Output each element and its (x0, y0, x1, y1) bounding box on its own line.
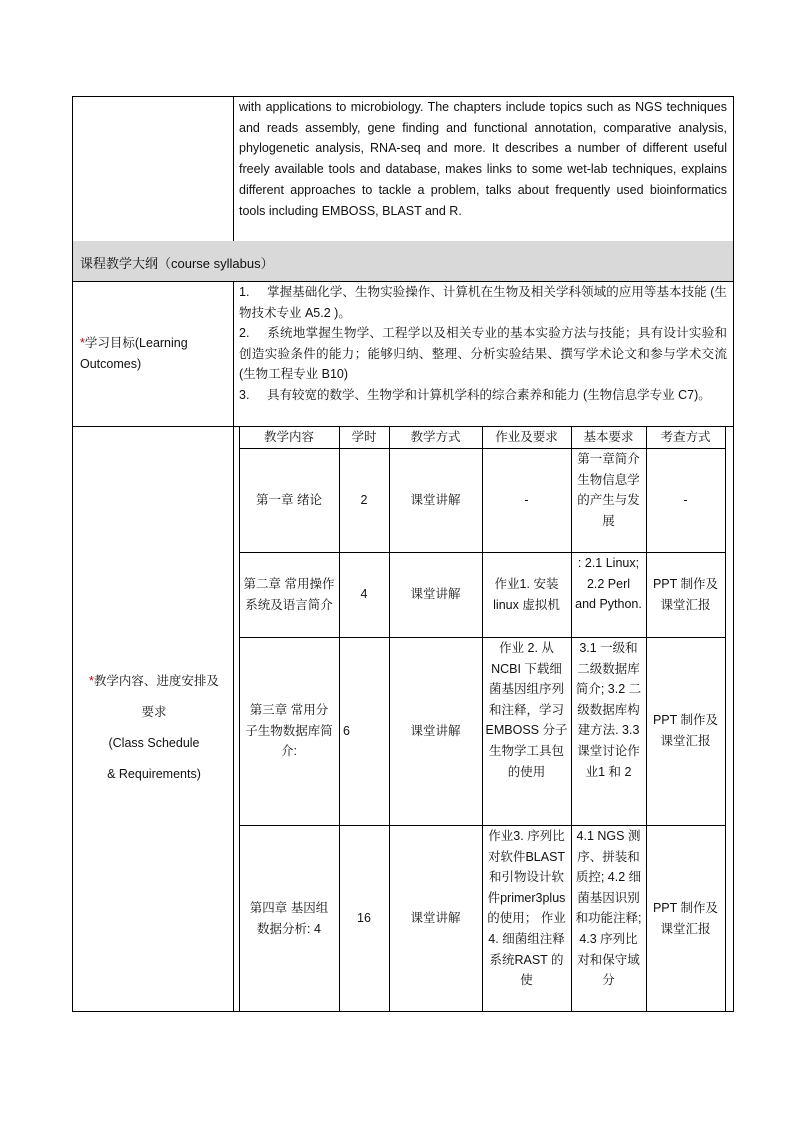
schedule-grid-line (725, 426, 726, 1012)
schedule-row-assignment: - (524, 492, 529, 507)
schedule-header-method: 教学方式 (410, 429, 461, 444)
schedule-row-content: 第四章 基因组数据分析: 4 (249, 900, 329, 936)
schedule-header-content: 教学内容 (263, 429, 314, 444)
schedule-row-assessment: - (683, 492, 688, 507)
schedule-header-assessment: 考查方式 (660, 429, 711, 444)
schedule-row-hours: 2 (360, 492, 368, 507)
learning-outcomes-label (80, 333, 225, 375)
required-marker: * (80, 336, 85, 350)
schedule-row-assignment: 作业3. 序列比对软件BLAST 和引物设计软件primer3plus的使用； 作业4. 细菌组注释系统RAST 的使 (487, 829, 566, 988)
schedule-row-method: 课堂讲解 (410, 911, 461, 926)
schedule-row-basic-requirements: 3.1 一级和二级数据库简介; 3.2 二级数据库构建方法. 3.3 课堂讨论作业1 和 2 (575, 641, 642, 779)
schedule-row-hours: 6 (343, 723, 350, 738)
schedule-row-hours: 16 (357, 911, 371, 926)
schedule-header-basic-requirements: 基本要求 (583, 429, 634, 444)
table-column-divider (233, 96, 234, 241)
schedule-grid-line (571, 426, 572, 1012)
schedule-header-hours: 学时 (351, 429, 377, 444)
course-description-continuation: with applications to microbiology. The chapters include topics such as NGS techniques and reads assembly, gene finding and functional annotation, comparative analysis, phylogenetic analysis, RNA-seq and more. It describes a number of different useful freely available tools and database, makes links to some wet-lab techniques, explains different approaches to tackle a problem, talks about frequently used bioinformatics tools including EMBOSS, BLAST and R. (239, 100, 727, 218)
schedule-row-basic-requirements: : 2.1 Linux; 2.2 Perl and Python. (575, 556, 642, 612)
schedule-row-content: 第二章 常用操作系统及语言简介 (243, 576, 335, 612)
table-column-divider (233, 281, 234, 1012)
schedule-row-method: 课堂讲解 (410, 492, 461, 507)
schedule-row-content: 第三章 常用分子生物数据库简介: (245, 703, 333, 759)
learning-outcome-item: 1. 掌握基础化学、生物实验操作、计算机在生物及相关学科领域的应用等基本技能 (生物技术专业 A5.2 )。 (239, 285, 727, 320)
learning-outcome-item: 3. 具有较宽的数学、生物学和计算机学科的综合素养和能力 (生物信息学专业 C7)。 (239, 387, 711, 402)
learning-outcome-item: 2. 系统地掌握生物学、工程学以及相关专业的基本实验方法与技能；具有设计实验和创造实验条件的能力；能够归纳、整理、分析实验结果、撰写学术论文和参与学术交流 (生物工程专业 B10) (239, 326, 727, 382)
schedule-row-assessment: PPT 制作及课堂汇报 (652, 713, 719, 748)
schedule-row-method: 课堂讲解 (410, 587, 461, 602)
required-marker: * (89, 674, 94, 688)
schedule-row-assessment: PPT 制作及课堂汇报 (652, 576, 719, 612)
schedule-row-content: 第一章 绪论 (256, 492, 322, 507)
schedule-row-assessment: PPT 制作及课堂汇报 (652, 900, 719, 936)
schedule-row-basic-requirements: 4.1 NGS 测序、拼装和质控; 4.2 细菌基因识别和功能注释; 4.3 序列比对和保守域分 (575, 829, 642, 988)
schedule-row-assignment: 作业1. 安装linux 虚拟机 (493, 576, 560, 612)
schedule-row-basic-requirements: 第一章简介生物信息学的产生与发展 (577, 452, 640, 528)
syllabus-section-header: 课程教学大纲（course syllabus） (80, 256, 274, 271)
schedule-label: *教学内容、进度安排及 要求 (Class Schedule & Requirements) (89, 674, 219, 781)
schedule-row-hours: 4 (360, 587, 368, 602)
learning-outcomes-list (239, 282, 727, 406)
schedule-row-assignment: 作业 2. 从NCBI 下载细菌基因组序列和注释，学习EMBOSS 分子生物学工具包的使用 (485, 641, 568, 779)
learning-outcomes-label-text: 学习目标(Learning Outcomes) (80, 336, 188, 371)
schedule-row-method: 课堂讲解 (410, 723, 461, 738)
schedule-header-assignment: 作业及要求 (495, 429, 558, 444)
